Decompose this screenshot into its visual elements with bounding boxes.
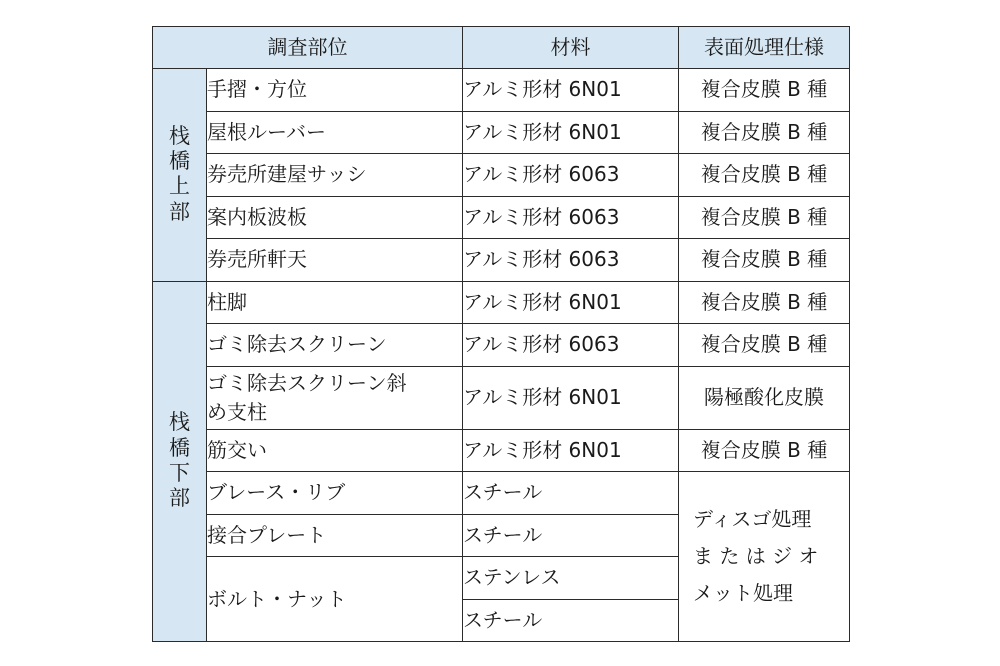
finish-cell: 複合皮膜 B 種 [679,154,850,197]
finish-cell: 複合皮膜 B 種 [679,239,850,282]
table-row [153,366,850,429]
part-line: め支柱 [207,399,267,424]
group-upper: 栈橋上部 [153,69,207,282]
finish-cell: 陽極酸化皮膜 [679,366,850,429]
part-cell [207,366,463,429]
material-cell: アルミ形材 6N01 [463,111,679,154]
material-cell: アルミ形材 6063 [463,154,679,197]
part-cell: 券売所軒天 [207,239,463,282]
survey-table [152,26,850,642]
material-cell: アルミ形材 6N01 [463,429,679,472]
table-row [153,429,850,472]
part-cell: 案内板波板 [207,196,463,239]
part-cell: ボルト・ナット [207,557,463,642]
material-cell: アルミ形材 6063 [463,324,679,367]
finish-line: ディスゴ処理 [693,507,812,531]
table-row [153,196,850,239]
header-location: 調査部位 [153,27,463,69]
table-row [153,239,850,282]
group-lower: 栈橋下部 [153,281,207,642]
material-cell: スチール [463,599,679,642]
table-row [153,324,850,367]
material-cell: スチール [463,472,679,515]
part-cell: 手摺・方位 [207,69,463,112]
material-cell: アルミ形材 6N01 [463,366,679,429]
table-row [153,69,850,112]
header-row [153,27,850,69]
finish-cell: 複合皮膜 B 種 [679,196,850,239]
material-cell: アルミ形材 6063 [463,196,679,239]
finish-cell: 複合皮膜 B 種 [679,69,850,112]
finish-cell: 複合皮膜 B 種 [679,111,850,154]
table-row [153,154,850,197]
finish-cell: 複合皮膜 B 種 [679,324,850,367]
table-row [153,281,850,324]
header-material: 材料 [463,27,679,69]
finish-cell: 複合皮膜 B 種 [679,281,850,324]
part-cell: 柱脚 [207,281,463,324]
material-cell: アルミ形材 6063 [463,239,679,282]
part-cell: ゴミ除去スクリーン [207,324,463,367]
finish-line: メット処理 [693,581,793,605]
material-cell: アルミ形材 6N01 [463,69,679,112]
part-cell: 券売所建屋サッシ [207,154,463,197]
part-cell: 屋根ルーバー [207,111,463,154]
material-cell: スチール [463,514,679,557]
part-cell: 筋交い [207,429,463,472]
finish-cell: 複合皮膜 B 種 [679,429,850,472]
part-cell: 接合プレート [207,514,463,557]
material-cell: アルミ形材 6N01 [463,281,679,324]
part-cell: ブレース・リブ [207,472,463,515]
table-row [153,111,850,154]
header-finish: 表面処理仕様 [679,27,850,69]
finish-line: ま た は ジ オ [693,544,819,568]
shared-finish-cell [679,472,850,642]
part-line: ゴミ除去スクリーン斜 [207,370,407,395]
table-row [153,472,850,515]
material-cell: ステンレス [463,557,679,600]
